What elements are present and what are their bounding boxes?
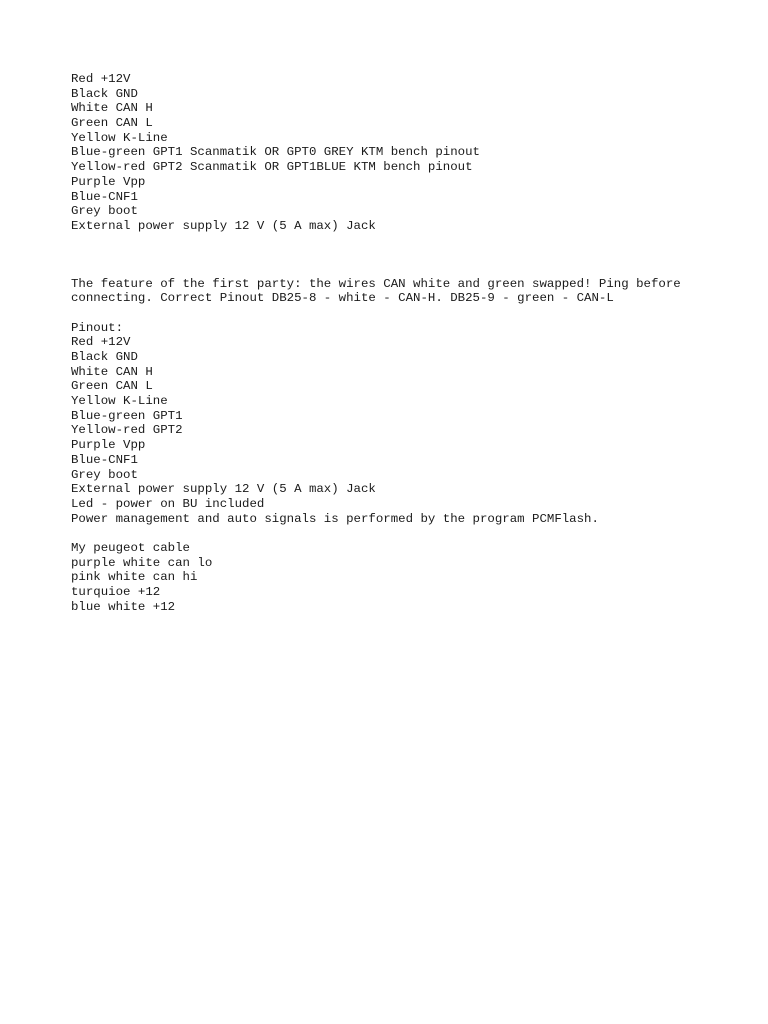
wire-line: External power supply 12 V (5 A max) Jack [71,218,376,233]
pinout-section [71,321,751,527]
wire-line: blue white +12 [71,599,176,614]
spacer [71,234,751,277]
swap-warning-note [71,277,751,306]
peugeot-cable-section [71,541,751,614]
wire-list-scanmatik [71,72,751,234]
wire-line: External power supply 12 V (5 A max) Jack [71,482,376,497]
wire-line: Purple Vpp [71,174,146,189]
wire-line: pink white can hi [71,570,198,585]
wire-line: White CAN H [71,101,153,116]
peugeot-heading: My peugeot cable [71,540,190,555]
wire-line: Yellow K-Line [71,130,168,145]
spacer [71,526,751,541]
wire-line: purple white can lo [71,555,213,570]
document-page [71,72,751,614]
wire-line: Blue-green GPT1 [71,408,183,423]
wire-line: Red +12V [71,72,131,86]
wire-line: Blue-CNF1 [71,189,138,204]
wire-line: turquioe +12 [71,585,161,599]
wire-line: Black GND [71,350,138,364]
wire-line: Led - power on BU included [71,496,265,511]
wire-line: Red +12V [71,335,131,350]
wire-line: Yellow-red GPT2 Scanmatik OR GPT1BLUE KTM bench pinout [71,160,473,175]
wire-line: White CAN H [71,364,153,379]
wire-line: Black GND [71,86,138,101]
wire-line: Purple Vpp [71,438,146,453]
wire-line: Grey boot [71,204,138,219]
wire-line: Yellow K-Line [71,394,168,409]
spacer [71,306,751,321]
wire-line: Blue-green GPT1 Scanmatik OR GPT0 GREY KTM bench pinout [71,145,480,160]
wire-line: Green CAN L [71,116,153,131]
wire-line: Green CAN L [71,379,153,394]
wire-line: Power management and auto signals is performed by the program PCMFlash. [71,511,599,526]
note-line: The feature of the first party: the wires CAN white and green swapped! Ping before [71,276,681,291]
note-line: connecting. Correct Pinout DB25-8 - white - CAN-H. DB25-9 - green - CAN-L [71,291,614,306]
pinout-heading: Pinout: [71,320,124,335]
wire-line: Grey boot [71,467,138,482]
wire-line: Yellow-red GPT2 [71,423,183,438]
wire-line: Blue-CNF1 [71,452,138,467]
